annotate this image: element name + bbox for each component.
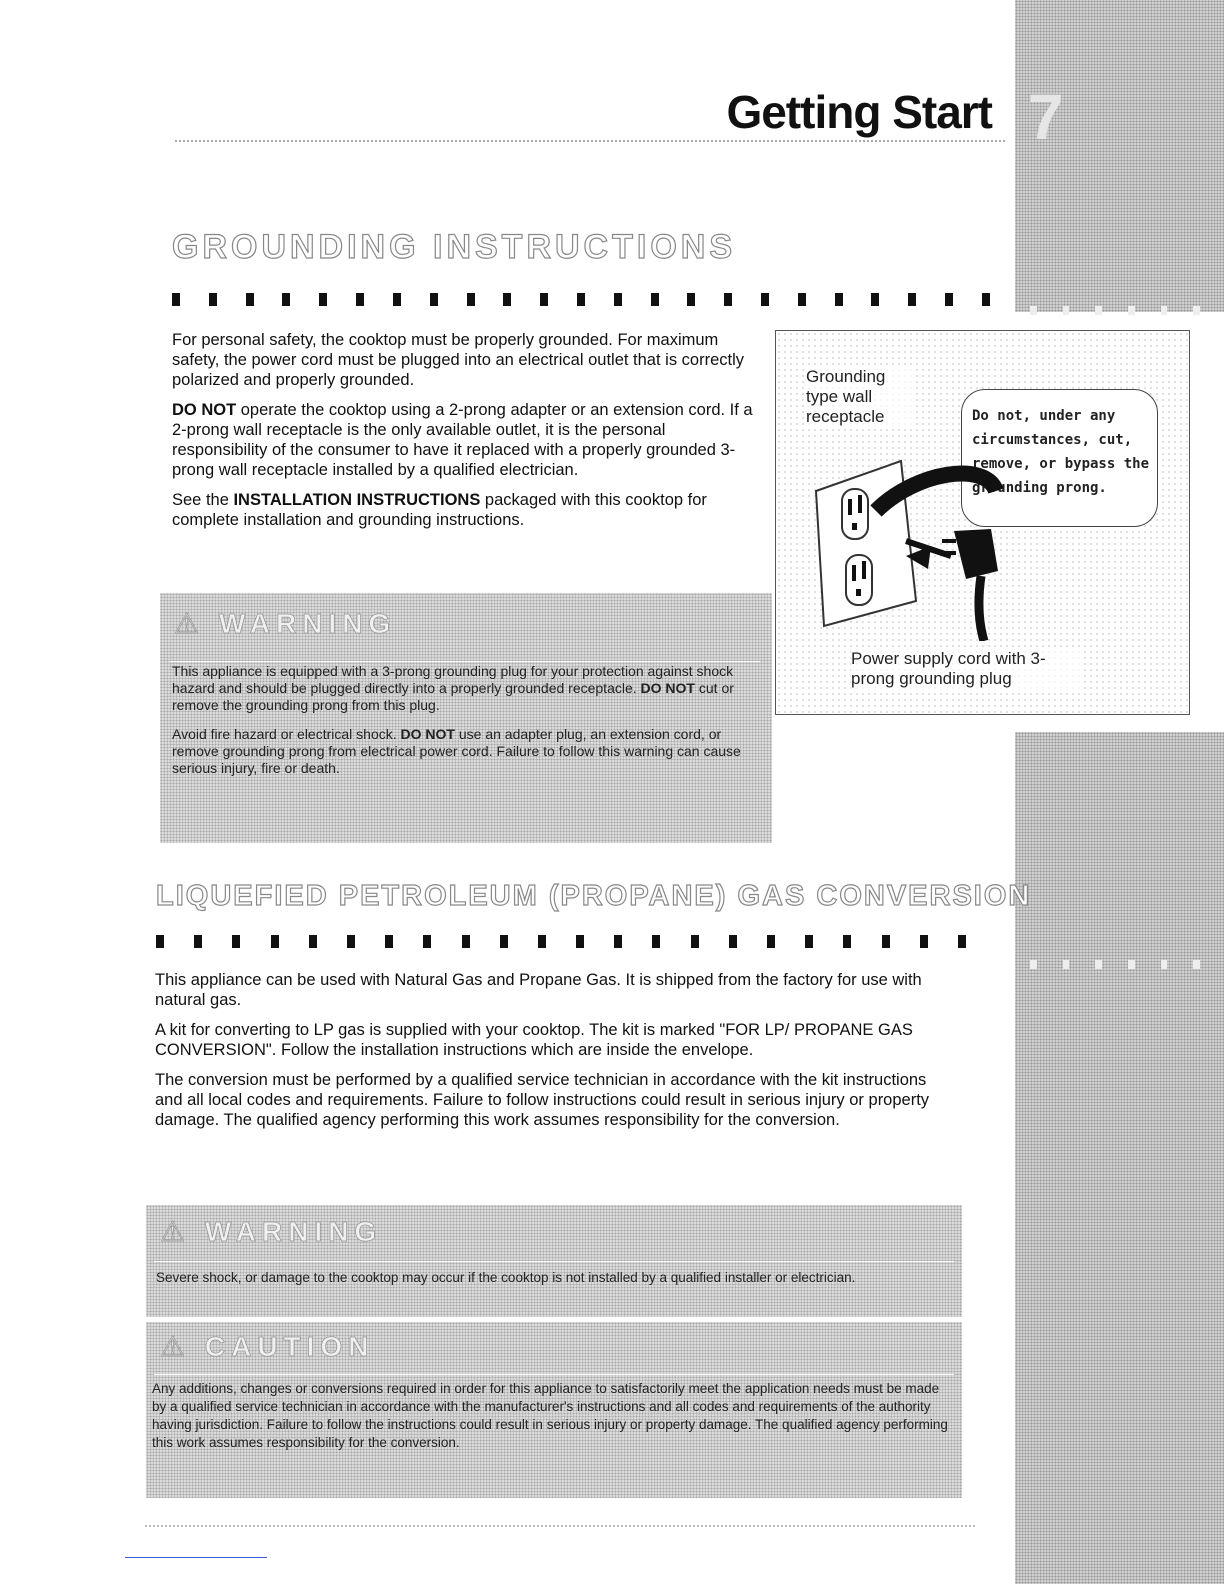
grounding-body	[172, 330, 762, 540]
warning-icon: ⚠	[174, 608, 219, 639]
section-dot-divider	[156, 935, 966, 948]
text: See the	[172, 491, 234, 509]
lp-heading: LIQUEFIED PETROLEUM (PROPANE) GAS CONVERSION	[156, 880, 1032, 912]
caution-box	[146, 1322, 962, 1498]
section-dot-divider	[172, 293, 990, 306]
outlet-plug-illustration	[806, 451, 1006, 641]
grounding-paragraph: For personal safety, the cooktop must be properly grounded. For maximum safety, the power cord must be plugged into an electrical outlet that is correctly polarized and properly grounded.	[172, 331, 744, 389]
grounding-paragraph	[172, 400, 762, 480]
caution-divider	[154, 1374, 954, 1375]
warning-icon: ⚠	[160, 1216, 205, 1247]
warning-divider	[154, 1261, 954, 1262]
lp-paragraph: A kit for converting to LP gas is supplied with your cooktop. The kit is marked "FOR LP/ PROPANE GAS CONVERSION". Follow the installation instructions which are inside the envelope.	[155, 1021, 913, 1059]
warning-heading	[174, 607, 396, 640]
warning-paragraph	[172, 663, 747, 714]
title-divider	[175, 140, 1005, 142]
warning-box	[146, 1205, 962, 1317]
caution-heading	[160, 1330, 374, 1363]
warning-body	[172, 663, 747, 789]
text: cut or remove the grounding prong from this plug.	[172, 680, 734, 713]
text: This appliance is equipped with a 3-prong grounding plug for your protection against shock hazard and should be plugged directly into a properly grounded receptacle.	[172, 663, 734, 696]
text: operate the cooktop using a 2-prong adapter or an extension cord. If a 2-prong wall receptacle is the only available outlet, it is the personal responsibility of the consumer to have it replaced with a properly grounded 3-prong wall receptacle installed by a qualified electrician.	[172, 401, 753, 479]
lp-paragraph: This appliance can be used with Natural Gas and Propane Gas. It is shipped from the factory for use with natural gas.	[155, 971, 922, 1009]
text: use an adapter plug, an extension cord, or remove grounding prong from electrical power cord. Failure to follow this warning can cause serious injury, fire or death.	[172, 726, 741, 776]
lp-body	[155, 970, 945, 1140]
power-cord-label: Power supply cord with 3-prong grounding plug	[851, 649, 1081, 689]
emphasis: INSTALLATION INSTRUCTIONS	[233, 491, 481, 509]
wall-receptacle-label: Grounding type wall receptacle	[806, 367, 916, 427]
bottom-divider	[145, 1525, 975, 1527]
warning-heading-text: WARNING	[218, 608, 397, 639]
caution-body: Any additions, changes or conversions required in order for this appliance to satisfactorily meet the application needs must be made by a qualified service technician in accordance with the manufacturer's instructions and all codes and requirements of the authority having jurisdiction. Failure to follow the instructions could result in serious injury or property damage. The qualified agency performing this work assumes responsibility for the conversion.	[152, 1381, 948, 1450]
text: Avoid fire hazard or electrical shock.	[172, 726, 401, 742]
warning-heading	[160, 1215, 382, 1248]
warning-paragraph	[172, 726, 747, 777]
text: packaged with this cooktop for complete installation and grounding instructions.	[172, 491, 707, 529]
warning-box	[160, 593, 772, 843]
emphasis: DO NOT	[640, 680, 695, 696]
page-number: 7	[1028, 81, 1064, 153]
lp-paragraph: The conversion must be performed by a qualified service technician in accordance with the kit instructions and all local codes and requirements. Failure to follow instructions could result in serious injury or property damage. The qualified agency performing this work assumes responsibility for the conversion.	[155, 1071, 930, 1129]
grounding-heading: GROUNDING INSTRUCTIONS	[172, 228, 736, 266]
grounding-paragraph	[172, 490, 762, 530]
plug-icon	[942, 529, 998, 641]
caution-icon: ⚠	[160, 1331, 205, 1362]
grounding-figure	[775, 330, 1190, 715]
caution-heading-text: CAUTION	[204, 1331, 375, 1362]
footer-link-line	[125, 1557, 267, 1558]
callout-text: Do not, under any circumstances, cut, remove, or bypass the grounding prong.	[972, 408, 1150, 496]
side-dot-row	[1030, 960, 1200, 970]
chapter-tab	[1015, 0, 1224, 1584]
warning-heading-text: WARNING	[204, 1216, 383, 1247]
warning-divider	[170, 661, 760, 662]
warning-body: Severe shock, or damage to the cooktop may occur if the cooktop is not installed by a qualified installer or electrician.	[156, 1270, 856, 1285]
emphasis: DO NOT	[172, 401, 237, 419]
side-dot-row	[1030, 306, 1200, 316]
page-title: Getting Start	[726, 86, 992, 138]
emphasis: DO NOT	[400, 726, 455, 742]
